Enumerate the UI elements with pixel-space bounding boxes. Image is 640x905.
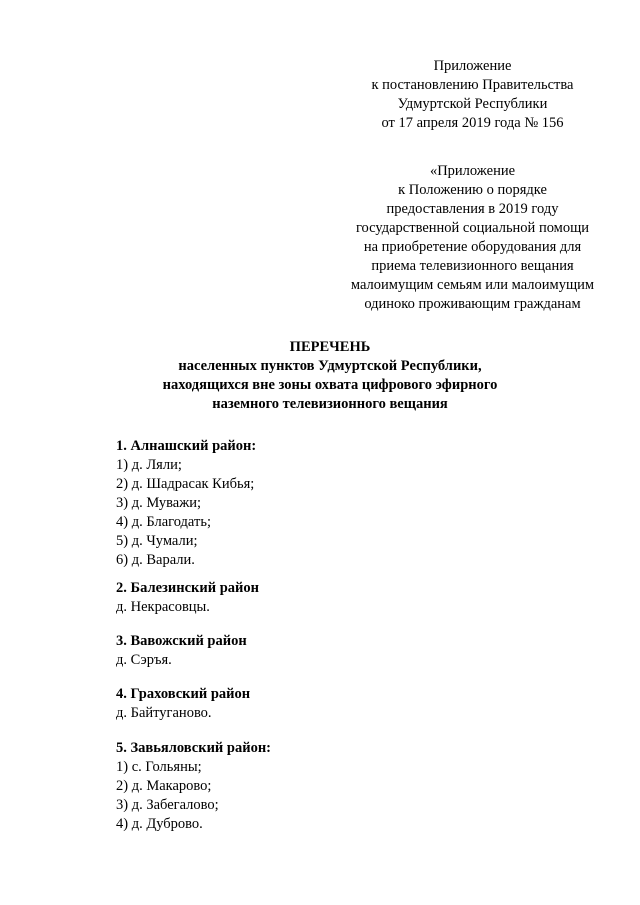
section-heading: 1. Алнашский район: xyxy=(116,438,257,454)
list-item: 3) д. Муважи; xyxy=(116,495,202,511)
title-line: населенных пунктов Удмуртской Республики, xyxy=(178,358,482,374)
annex-line: от 17 апреля 2019 года № 156 xyxy=(381,115,564,131)
list-item: 1) д. Ляли; xyxy=(116,457,182,473)
document-title xyxy=(100,338,560,414)
list-item: 6) д. Варали. xyxy=(116,552,195,568)
list-item: 1) с. Гольяны; xyxy=(116,759,202,775)
section-balezinsky xyxy=(116,579,536,617)
section-zavyalovsky xyxy=(116,739,536,834)
list-item: 5) д. Чумали; xyxy=(116,533,198,549)
annex-regulation-line: предоставления в 2019 году xyxy=(386,201,559,217)
annex-regulation-line: малоимущим семьям или малоимущим xyxy=(350,277,595,293)
section-grakhovsky xyxy=(116,685,536,723)
section-heading: 3. Вавожский район xyxy=(116,633,247,649)
annex-line: Удмуртской Республики xyxy=(397,96,548,112)
list-item: 2) д. Шадрасак Кибья; xyxy=(116,476,255,492)
annex-regulation-line: к Положению о порядке xyxy=(398,182,547,198)
section-heading: 2. Балезинский район xyxy=(116,580,259,596)
annex-header xyxy=(340,57,605,133)
section-heading: 5. Завьяловский район: xyxy=(116,740,272,756)
list-item: 2) д. Макарово; xyxy=(116,778,212,794)
list-item: 4) д. Дуброво. xyxy=(116,816,203,832)
annex-line: Приложение xyxy=(433,58,512,74)
title-line: наземного телевизионного вещания xyxy=(212,396,448,412)
annex-regulation-line: государственной социальной помощи xyxy=(355,220,590,236)
title-line: находящихся вне зоны охвата цифрового эфирного xyxy=(162,377,498,393)
section-alnashsky xyxy=(116,437,536,570)
annex-regulation-line: одиноко проживающим гражданам xyxy=(364,296,581,312)
annex-regulation-line: «Приложение xyxy=(429,163,516,179)
title-heading: ПЕРЕЧЕНЬ xyxy=(289,339,371,355)
list-item: д. Некрасовцы. xyxy=(116,599,210,615)
annex-regulation-header xyxy=(340,162,605,314)
annex-regulation-line: на приобретение оборудования для xyxy=(363,239,582,255)
list-item: 4) д. Благодать; xyxy=(116,514,211,530)
list-item: 3) д. Забегалово; xyxy=(116,797,219,813)
list-item: д. Байтуганово. xyxy=(116,705,212,721)
annex-regulation-line: приема телевизионного вещания xyxy=(371,258,574,274)
list-item: д. Сэръя. xyxy=(116,652,172,668)
section-heading: 4. Граховский район xyxy=(116,686,251,702)
annex-line: к постановлению Правительства xyxy=(371,77,574,93)
section-vavozhsky xyxy=(116,632,536,670)
